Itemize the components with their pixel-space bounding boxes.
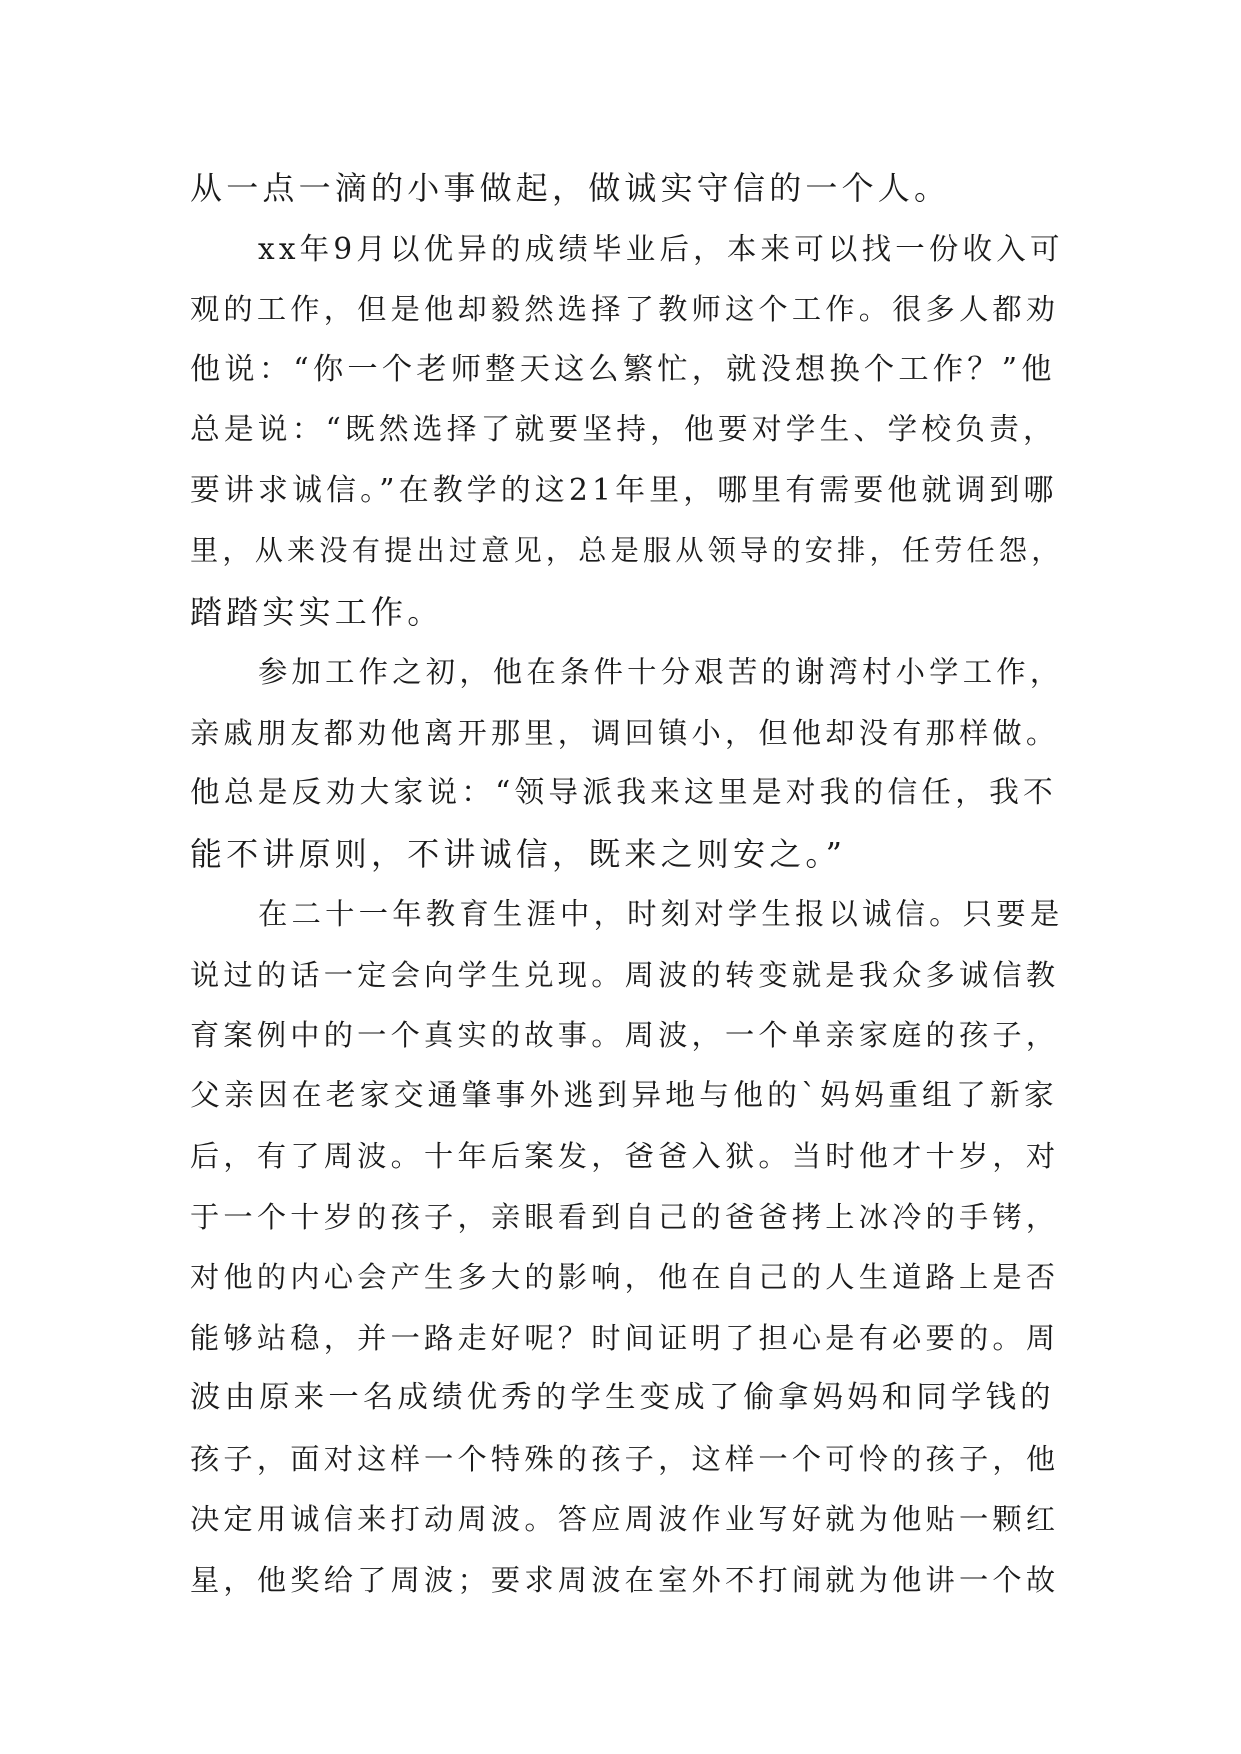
text-line: 于一个十岁的孩子，亲眼看到自己的爸爸拷上冰冷的手铐，: [190, 1199, 1060, 1234]
text-line: 踏踏实实工作。: [190, 592, 444, 631]
text-line: 亲戚朋友都劝他离开那里，调回镇小，但他却没有那样做。: [190, 715, 1060, 750]
text-line: 星，他奖给了周波；要求周波在室外不打闹就为他讲一个故: [190, 1562, 1060, 1597]
text-line: 孩子，面对这样一个特殊的孩子，这样一个可怜的孩子，他: [190, 1441, 1060, 1476]
text-line: 能不讲原则，不讲诚信，既来之则安之。”: [190, 834, 847, 873]
text-line: 波由原来一名成绩优秀的学生变成了偷拿妈妈和同学钱的: [190, 1380, 1055, 1415]
text-line: 里，从来没有提出过意见，总是服从领导的安排，任劳任怨，: [190, 534, 1064, 567]
text-line: 他说：“你一个老师整天这么繁忙，就没想换个工作？”他: [190, 351, 1056, 387]
text-line: 说过的话一定会向学生兑现。周波的转变就是我众多诚信教: [190, 957, 1060, 992]
text-line: 对他的内心会产生多大的影响，他在自己的人生道路上是否: [190, 1260, 1060, 1294]
text-line: 要讲求诚信。”在教学的这21年里，哪里有需要他就调到哪: [190, 472, 1058, 508]
text-line: 父亲因在老家交通肇事外逃到异地与他的`妈妈重组了新家: [190, 1077, 1058, 1113]
text-line: 他总是反劝大家说：“领导派我来这里是对我的信任，我不: [190, 775, 1057, 810]
text-line: 育案例中的一个真实的故事。周波，一个单亲家庭的孩子，: [190, 1018, 1060, 1052]
text-line: 观的工作，但是他却毅然选择了教师这个工作。很多人都劝: [190, 292, 1060, 326]
text-line: 参加工作之初，他在条件十分艰苦的谢湾村小学工作，: [258, 655, 1064, 689]
text-line: 从一点一滴的小事做起，做诚实守信的一个人。: [190, 169, 951, 207]
text-line: 后，有了周波。十年后案发，爸爸入狱。当时他才十岁，对: [190, 1139, 1060, 1173]
text-line: 总是说：“既然选择了就要坚持，他要对学生、学校负责，: [190, 412, 1057, 447]
text-line: 能够站稳，并一路走好呢？时间证明了担心是有必要的。周: [190, 1320, 1060, 1355]
body-text: [190, 158, 1064, 1610]
text-line: 在二十一年教育生涯中，时刻对学生报以诚信。只要是: [258, 897, 1064, 931]
text-line: xx年9月以优异的成绩毕业后，本来可以找一份收入可: [258, 231, 1064, 266]
text-line: 决定用诚信来打动周波。答应周波作业写好就为他贴一颗红: [190, 1502, 1060, 1536]
